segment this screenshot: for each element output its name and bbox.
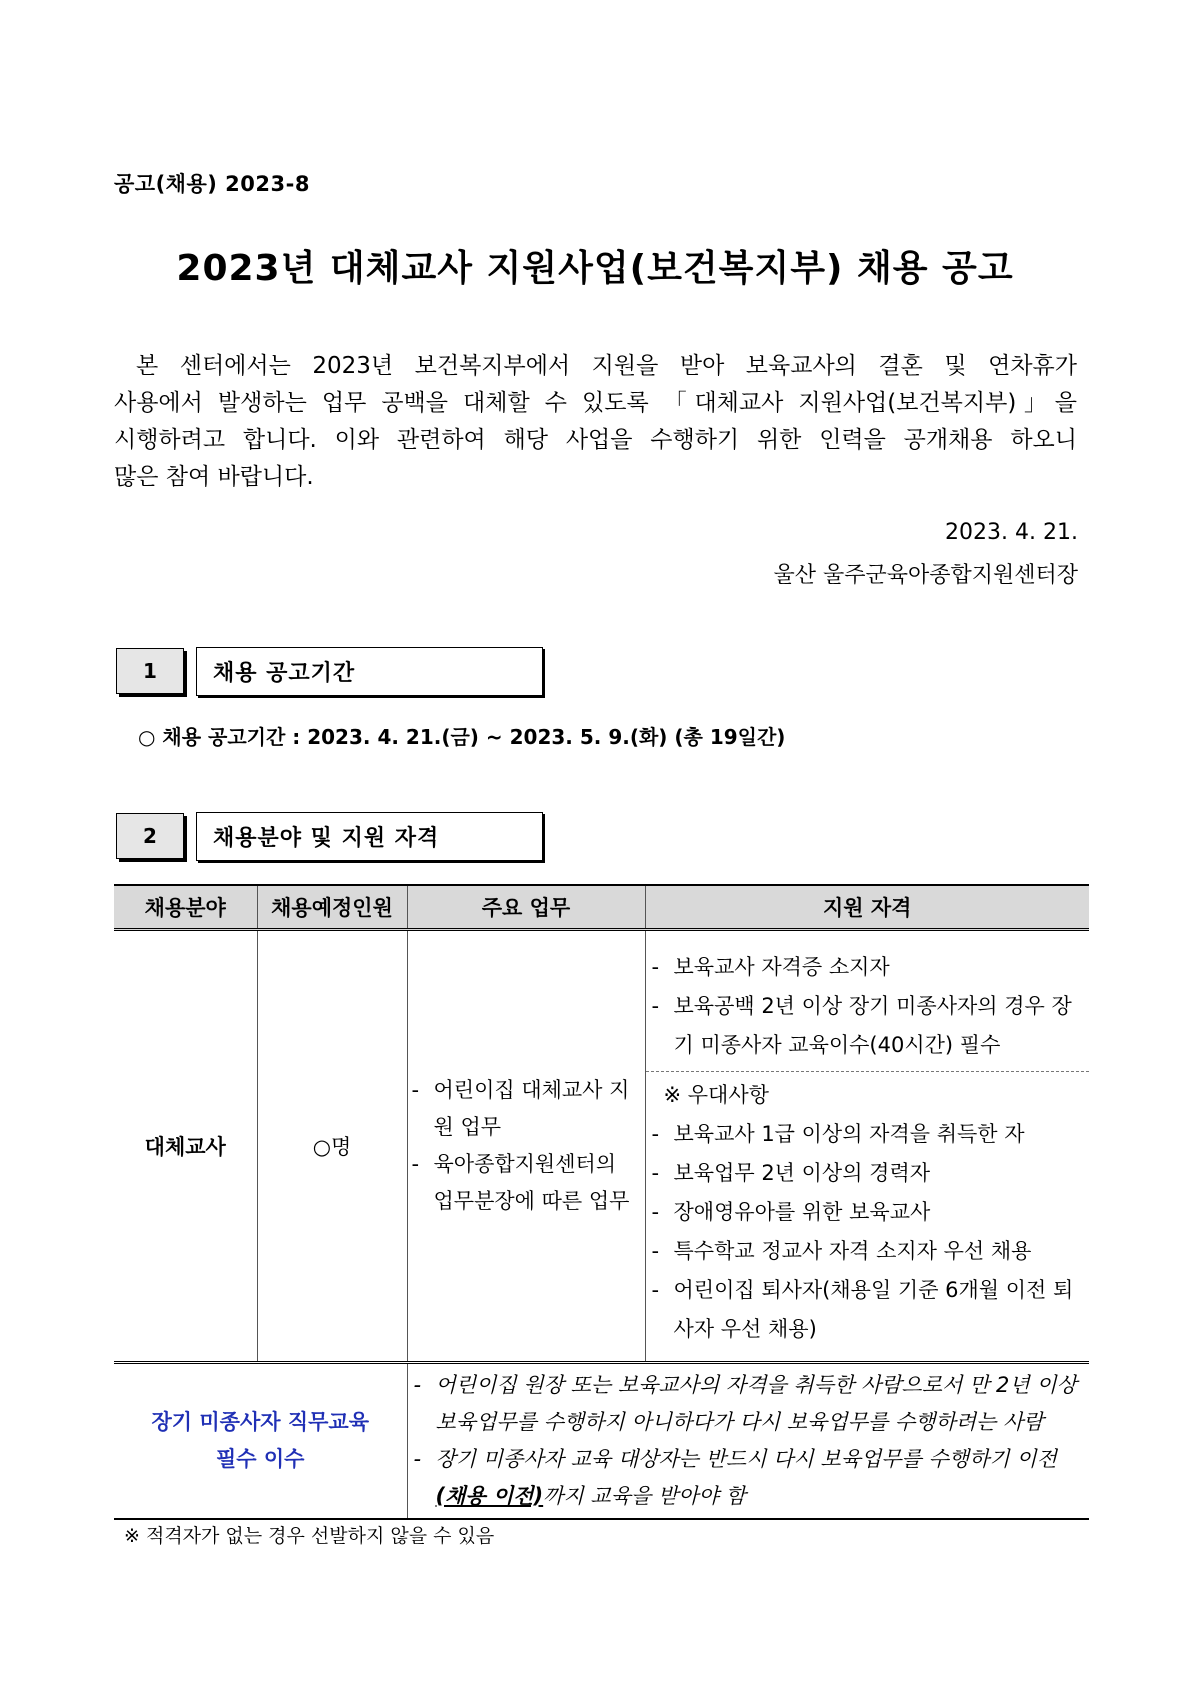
footnote: ※ 적격자가 없는 경우 선발하지 않을 수 있음 [124, 1525, 495, 1547]
section-number: 2 [116, 813, 184, 859]
count-cell: ○명 [257, 930, 407, 1363]
intro-line: 사용에서 발생하는 업무 공백을 대체할 수 있도록 「대체교사 지원사업(보건복지부)」을 [114, 390, 1077, 416]
signer-name: 울산 울주군육아종합지원센터장 [773, 563, 1078, 588]
document-number: 공고(채용) 2023-8 [114, 172, 310, 196]
column-header: 채용예정인원 [257, 885, 407, 930]
qualification-item: - 보육공백 2년 이상 장기 미종사자의 경우 장기 미종사자 교육이수(40시간) 필수 [651, 993, 1072, 1057]
preference-item: - 보육업무 2년 이상의 경력자 [651, 1160, 931, 1185]
intro-line: 본 센터에서는 2023년 보건복지부에서 지원을 받아 보육교사의 결혼 및 연차휴가 [136, 353, 1077, 379]
intro-paragraph [114, 348, 1077, 496]
table-header-row [114, 885, 1089, 930]
table-row [114, 1363, 1089, 1520]
announcement-date: 2023. 4. 21. [945, 520, 1078, 545]
intro-line: 많은 참여 바랍니다. [114, 464, 314, 490]
requirement-item: - 어린이집 원장 또는 보육교사의 자격을 취득한 사람으로서 만 2년 이상 보육업무를 수행하지 아니하다가 다시 보육업무를 수행하려는 사람 [413, 1373, 1077, 1434]
table-row [114, 930, 1089, 1363]
emphasis-text: (채용 이전) [435, 1484, 544, 1508]
page-title: 2023년 대체교사 지원사업(보건복지부) 채용 공고 [176, 248, 1014, 289]
recruitment-period: ○ 채용 공고기간 : 2023. 4. 21.(금) ~ 2023. 5. 9.(화) (총 19일간) [138, 725, 786, 749]
column-header: 지원 자격 [645, 885, 1089, 930]
column-header: 채용분야 [114, 885, 257, 930]
section-number: 1 [116, 648, 184, 694]
recruitment-table [114, 884, 1089, 1520]
field-cell: 대체교사 [114, 930, 257, 1363]
intro-line: 시행하려고 합니다. 이와 관련하여 해당 사업을 수행하기 위한 인력을 공개채용 하오니 [114, 427, 1077, 453]
preference-item: - 보육교사 1급 이상의 자격을 취득한 자 [651, 1121, 1025, 1146]
preference-title: ※ 우대사항 [663, 1082, 769, 1107]
section-title: 채용 공고기간 [196, 647, 543, 696]
duty-item: - 어린이집 대체교사 지원 업무 [411, 1078, 630, 1139]
column-header: 주요 업무 [407, 885, 645, 930]
qualifications-cell [645, 930, 1089, 1363]
requirement-cell [407, 1363, 1089, 1520]
requirement-item: - 장기 미종사자 교육 대상자는 반드시 다시 보육업무를 수행하기 이전 (채용 이전)까지 교육을 받아야 함 [413, 1447, 1057, 1508]
duties-cell [407, 930, 645, 1363]
requirement-label: 장기 미종사자 직무교육 필수 이수 [114, 1363, 407, 1520]
preference-item: - 특수학교 정교사 자격 소지자 우선 채용 [651, 1238, 1032, 1263]
preference-item: - 어린이집 퇴사자(채용일 기준 6개월 이전 퇴사자 우선 채용) [651, 1277, 1074, 1341]
preference-item: - 장애영유아를 위한 보육교사 [651, 1199, 931, 1224]
duty-item: - 육아종합지원센터의 업무분장에 따른 업무 [411, 1152, 630, 1213]
qualification-item: - 보육교사 자격증 소지자 [651, 954, 890, 979]
section-title: 채용분야 및 지원 자격 [196, 812, 543, 861]
